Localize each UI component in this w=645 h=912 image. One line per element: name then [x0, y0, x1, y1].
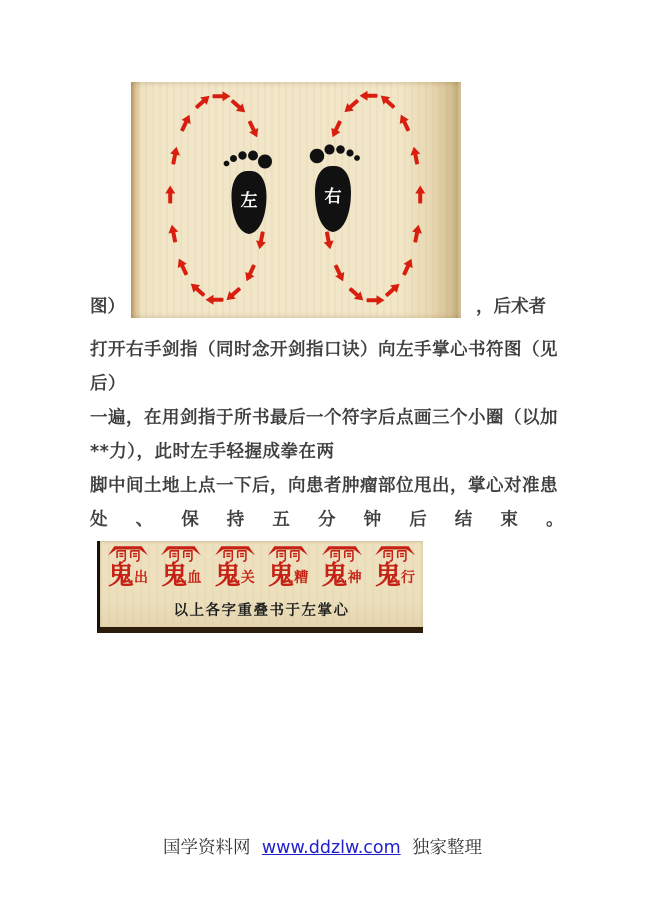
talisman-base-char: 鬼	[321, 561, 348, 591]
talisman-header-icon	[108, 546, 148, 562]
path-arrow-icon	[248, 120, 256, 131]
footer-site-name: 国学资料网	[162, 837, 251, 857]
path-arrow-icon	[231, 287, 242, 297]
talisman-header-icon	[215, 546, 255, 562]
talisman-base-char: 鬼	[268, 561, 295, 591]
path-arrow-icon	[367, 94, 378, 98]
talisman-companion-char: 糟	[294, 569, 309, 586]
paragraph-line: 处 、 保 持 五 分 钟 后 结 束 。	[90, 510, 564, 530]
talisman-char	[215, 546, 255, 589]
footer-suffix: 独家整理	[412, 837, 483, 857]
path-arrow-icon	[367, 298, 378, 302]
path-arrow-icon	[385, 99, 396, 109]
path-arrow-icon	[248, 264, 256, 275]
talisman-companion-char: 行	[400, 569, 415, 586]
path-arrow-icon	[334, 120, 342, 131]
path-arrow-icon	[194, 287, 205, 297]
path-arrow-icon	[168, 193, 172, 204]
path-arrow-icon	[194, 99, 205, 109]
footstep-diagram-image	[131, 82, 461, 318]
talisman-row	[100, 541, 423, 589]
talisman-image	[97, 541, 423, 633]
talisman-companion-char: 关	[240, 569, 255, 586]
path-arrow-icon	[402, 264, 410, 275]
talisman-companion-char: 神	[347, 569, 362, 586]
paragraph-line-with-image	[90, 82, 546, 318]
paragraph-line: 脚中间土地上点一下后，向患者肿瘤部位甩出，掌心对准患	[90, 476, 558, 496]
path-arrow-icon	[213, 94, 224, 98]
talisman-char	[268, 546, 308, 589]
path-arrow-icon	[171, 231, 177, 242]
body-paragraph	[90, 333, 564, 537]
talisman-base-char: 鬼	[161, 561, 188, 591]
path-arrow-icon	[348, 287, 359, 297]
path-arrow-icon	[213, 298, 224, 302]
path-arrow-icon	[171, 153, 177, 164]
talisman-char	[375, 546, 415, 589]
path-arrow-icon	[385, 287, 396, 297]
talisman-header-icon	[322, 546, 362, 562]
path-arrow-icon	[231, 99, 242, 109]
path-arrow-icon	[414, 231, 420, 242]
talisman-companion-char: 血	[187, 569, 202, 586]
paragraph-line: **力），此时左手轻握成拳在两	[90, 442, 335, 462]
right-foot-label: 右	[324, 187, 342, 207]
left-footprint	[220, 148, 278, 236]
talisman-companion-char: 出	[134, 569, 149, 586]
talisman-char	[161, 546, 201, 589]
talisman-base-char: 鬼	[108, 561, 135, 591]
footer	[0, 834, 645, 861]
left-foot-label: 左	[240, 191, 258, 211]
paragraph-line: 打开右手剑指（同时念开剑指口诀）向左手掌心书符图（见	[90, 340, 558, 360]
line1-suffix-text: ，后术者	[476, 296, 546, 317]
line1-prefix-text: 图）	[90, 296, 125, 317]
path-arrow-icon	[418, 193, 422, 204]
path-arrow-icon	[260, 231, 266, 242]
talisman-char	[108, 546, 148, 589]
path-arrow-icon	[334, 264, 342, 275]
talisman-header-icon	[375, 546, 415, 562]
footer-link[interactable]: www.ddzlw.com	[261, 838, 401, 858]
talisman-header-icon	[161, 546, 201, 562]
talisman-caption: 以上各字重叠书于左掌心	[173, 603, 350, 619]
talisman-base-char: 鬼	[374, 561, 401, 591]
path-arrow-icon	[402, 120, 410, 131]
path-arrow-icon	[414, 153, 420, 164]
path-arrow-icon	[348, 99, 359, 109]
paragraph-line: 后）	[90, 374, 126, 394]
talisman-header-icon	[268, 546, 308, 562]
right-footprint	[303, 142, 363, 234]
path-arrow-icon	[180, 264, 188, 275]
paragraph-line: 一遍，在用剑指于所书最后一个符字后点画三个小圈（以加	[90, 408, 558, 428]
talisman-base-char: 鬼	[214, 561, 241, 591]
talisman-char	[322, 546, 362, 589]
path-arrow-icon	[180, 120, 188, 131]
